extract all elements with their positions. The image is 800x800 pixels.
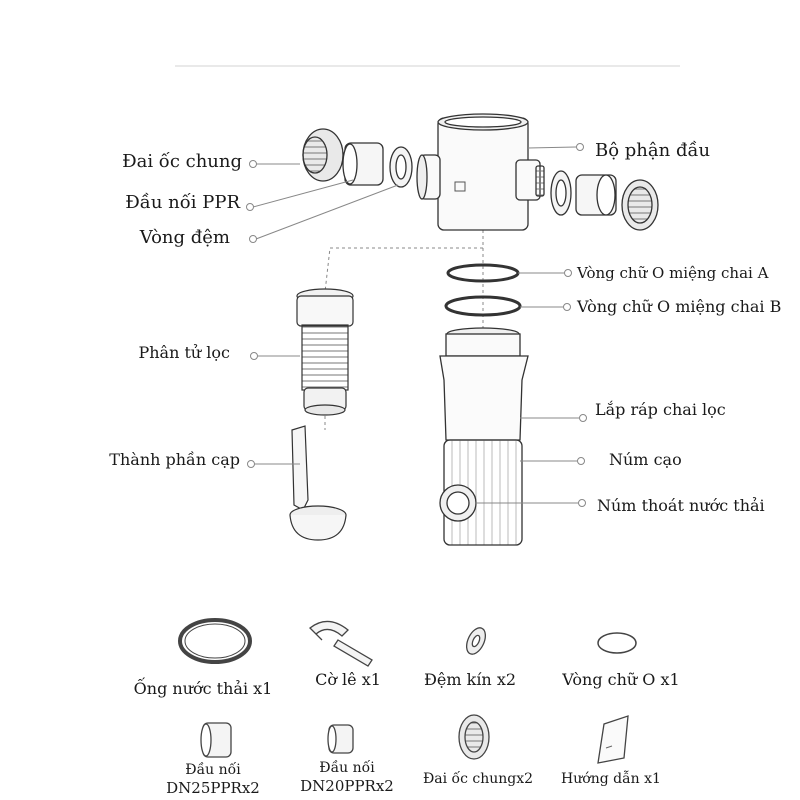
seal-icon	[463, 625, 489, 657]
label-ppr-connector: Đầu nối PPR	[125, 192, 240, 213]
oring-icon	[598, 633, 636, 653]
label-union-nut: Đai ốc chung	[122, 151, 242, 172]
label-dn20-connector	[300, 760, 394, 795]
manual-icon	[598, 716, 628, 763]
label-dn25-connector	[166, 762, 260, 797]
dn25-connector-icon	[201, 723, 231, 757]
label-seal: Đệm kín x2	[423, 670, 517, 689]
label-head-unit: Bộ phận đầu	[595, 140, 711, 161]
label-bottle-assembly: Lắp ráp chai lọc	[595, 400, 726, 419]
label-oring-a: Vòng chữ O miệng chai A	[577, 264, 769, 282]
label-scraper: Thành phần cạp	[109, 450, 240, 469]
label-dn20-line2: DN20PPRx2	[300, 776, 394, 795]
label-oring: Vòng chữ O x1	[562, 670, 680, 689]
dn20-connector-icon	[328, 725, 353, 753]
right-fittings-drawing	[551, 171, 658, 230]
drain-hose-icon	[180, 620, 250, 662]
label-drain-hose: Ống nước thải x1	[133, 679, 273, 698]
label-dn25-line2: DN25PPRx2	[166, 778, 260, 797]
label-gasket: Vòng đệm	[139, 227, 230, 248]
bottle-assembly-drawing	[440, 328, 528, 545]
label-dn20-line1: Đầu nối	[319, 760, 375, 776]
label-dn25-line1: Đầu nối	[185, 762, 241, 778]
filter-element-drawing	[297, 289, 353, 415]
head-unit-drawing	[417, 114, 544, 230]
label-oring-b: Vòng chữ O miệng chai B	[577, 297, 782, 316]
label-union-nut-2: Đai ốc chungx2	[422, 771, 534, 787]
label-wrench: Cờ lê x1	[315, 670, 381, 689]
wrench-icon	[310, 621, 372, 666]
left-fittings-drawing	[303, 129, 412, 187]
label-filter-element: Phân tử lọc	[138, 343, 230, 362]
union-nut-icon	[459, 715, 489, 759]
scraper-drawing	[290, 426, 346, 540]
label-manual: Hướng dẫn x1	[561, 771, 661, 787]
label-scraper-knob: Núm cạo	[609, 450, 682, 469]
label-drain-knob: Núm thoát nước thải	[597, 496, 765, 515]
